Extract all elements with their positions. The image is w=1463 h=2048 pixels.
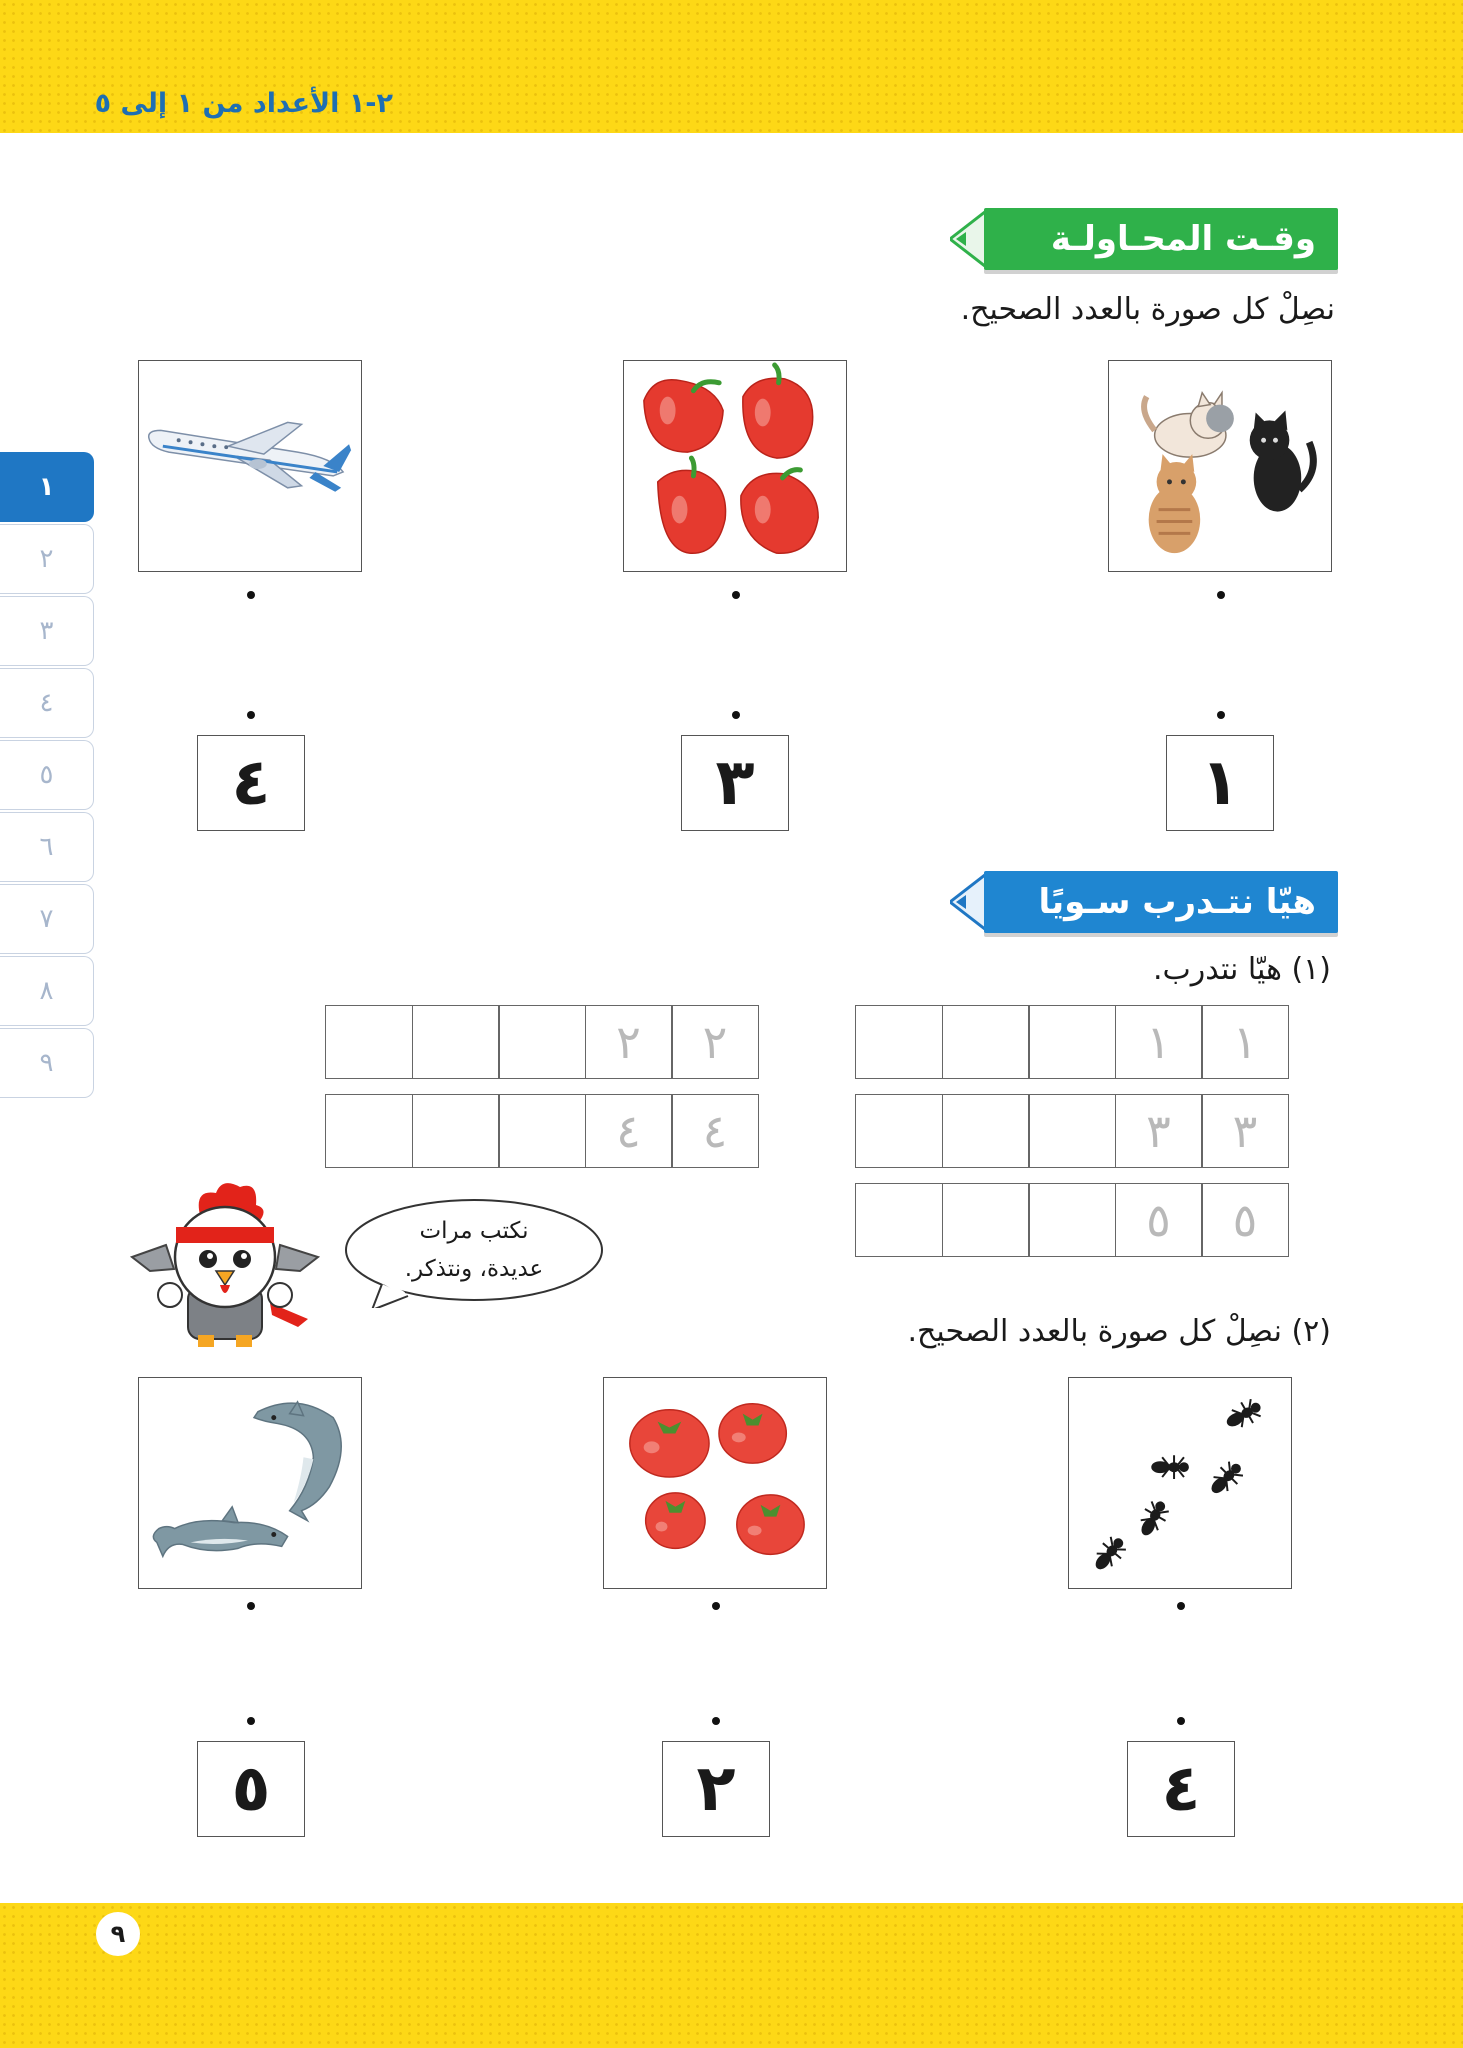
match-dot[interactable]	[712, 1602, 720, 1610]
trace-cell[interactable]: ٣	[1201, 1094, 1289, 1168]
match-dot[interactable]	[732, 591, 740, 599]
practice-banner	[950, 871, 1338, 933]
write-cell[interactable]	[1028, 1183, 1116, 1257]
try-time-banner	[950, 208, 1338, 270]
practice-row-5	[855, 1183, 1289, 1257]
match-dot[interactable]	[1217, 711, 1225, 719]
write-cell[interactable]	[942, 1005, 1030, 1079]
write-cell[interactable]	[498, 1005, 586, 1079]
match-dot[interactable]	[247, 711, 255, 719]
side-tab-8[interactable]: ٨	[0, 956, 94, 1026]
practice-row-2	[325, 1005, 759, 1079]
trace-cell[interactable]: ١	[1115, 1005, 1203, 1079]
write-cell[interactable]	[855, 1094, 943, 1168]
side-tab-3[interactable]: ٣	[0, 596, 94, 666]
number-box: ١	[1166, 735, 1274, 831]
question-1: (١) هيّا نتدرب.	[1152, 952, 1331, 987]
side-tab-9[interactable]: ٩	[0, 1028, 94, 1098]
write-cell[interactable]	[942, 1094, 1030, 1168]
side-tab-7[interactable]: ٧	[0, 884, 94, 954]
match-dot[interactable]	[732, 711, 740, 719]
peppers-image	[623, 360, 847, 572]
write-cell[interactable]	[325, 1094, 413, 1168]
number-box: ٣	[681, 735, 789, 831]
page-title: ٢-١ الأعداد من ١ إلى ٥	[94, 88, 393, 119]
side-tab-6[interactable]: ٦	[0, 812, 94, 882]
practice-row-1	[855, 1005, 1289, 1079]
trace-cell[interactable]: ٤	[671, 1094, 759, 1168]
side-tab-2[interactable]: ٢	[0, 524, 94, 594]
write-cell[interactable]	[942, 1183, 1030, 1257]
try-time-banner-label: وقـت المحـاولـة	[984, 208, 1338, 270]
match-dot[interactable]	[247, 1602, 255, 1610]
trace-cell[interactable]: ١	[1201, 1005, 1289, 1079]
cats-image	[1108, 360, 1332, 572]
number-box: ٥	[197, 1741, 305, 1837]
write-cell[interactable]	[412, 1005, 500, 1079]
bubble-line-1: نكتب مرات	[419, 1218, 529, 1244]
match-dot[interactable]	[247, 591, 255, 599]
side-tab-1[interactable]: ١	[0, 452, 94, 522]
tomatoes-image	[603, 1377, 827, 1589]
match-dot[interactable]	[1177, 1602, 1185, 1610]
write-cell[interactable]	[1028, 1005, 1116, 1079]
write-cell[interactable]	[412, 1094, 500, 1168]
match-dot[interactable]	[1177, 1717, 1185, 1725]
number-box: ٤	[1127, 1741, 1235, 1837]
write-cell[interactable]	[498, 1094, 586, 1168]
number-box: ٢	[662, 1741, 770, 1837]
bubble-line-2: عديدة، ونتذكر.	[404, 1256, 544, 1282]
write-cell[interactable]	[855, 1005, 943, 1079]
speech-bubble-text	[372, 1212, 576, 1288]
question-2: (٢) نصِلْ كل صورة بالعدد الصحيح.	[907, 1314, 1331, 1349]
trace-cell[interactable]: ٥	[1115, 1183, 1203, 1257]
practice-banner-label: هيّا نتـدرب سـويًا	[984, 871, 1338, 933]
write-cell[interactable]	[325, 1005, 413, 1079]
trace-cell[interactable]: ٢	[585, 1005, 673, 1079]
write-cell[interactable]	[1028, 1094, 1116, 1168]
trace-cell[interactable]: ٤	[585, 1094, 673, 1168]
side-tab-5[interactable]: ٥	[0, 740, 94, 810]
section1-instruction: نصِلْ كل صورة بالعدد الصحيح.	[960, 292, 1335, 327]
trace-cell[interactable]: ٥	[1201, 1183, 1289, 1257]
practice-row-4	[325, 1094, 759, 1168]
trace-cell[interactable]: ٢	[671, 1005, 759, 1079]
rooster-mascot-icon	[130, 1175, 320, 1350]
match-dot[interactable]	[712, 1717, 720, 1725]
ants-image	[1068, 1377, 1292, 1589]
dolphins-image	[138, 1377, 362, 1589]
write-cell[interactable]	[855, 1183, 943, 1257]
trace-cell[interactable]: ٣	[1115, 1094, 1203, 1168]
match-dot[interactable]	[247, 1717, 255, 1725]
footer-band	[0, 1903, 1463, 2048]
practice-row-3	[855, 1094, 1289, 1168]
match-dot[interactable]	[1217, 591, 1225, 599]
number-box: ٤	[197, 735, 305, 831]
airplane-image	[138, 360, 362, 572]
page-number: ٩	[96, 1912, 140, 1956]
side-tab-4[interactable]: ٤	[0, 668, 94, 738]
